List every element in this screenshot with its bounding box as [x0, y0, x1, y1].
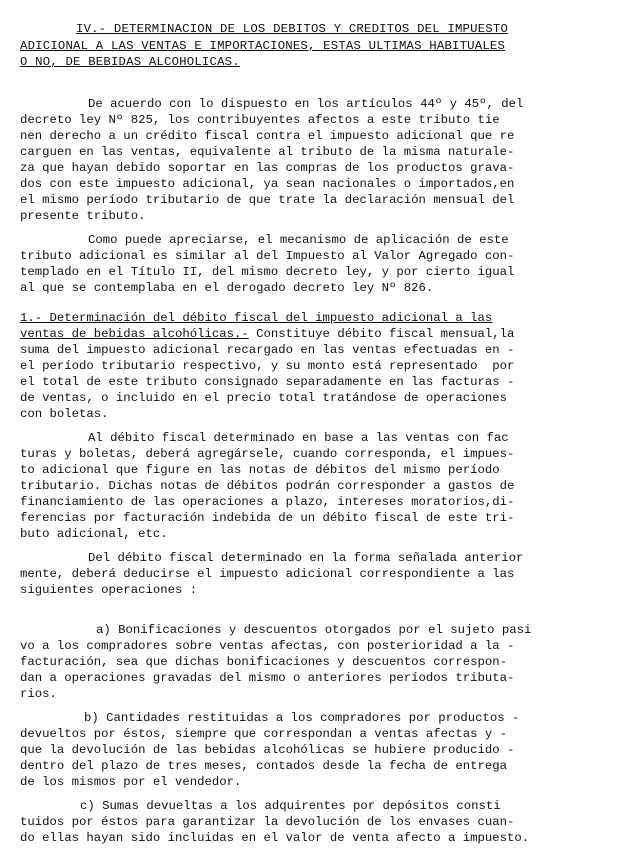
- text-line: c) Sumas devueltas a los adquirentes por depósitos consti: [80, 799, 501, 813]
- text-line: a) Bonificaciones y descuentos otorgados por el sujeto pasi: [96, 623, 532, 637]
- text-line: mente, deberá deducirse el impuesto adicional correspondiente a las: [20, 567, 515, 581]
- text-line: financiamiento de las operaciones a plazo, intereses moratorios,di-: [20, 495, 515, 509]
- text-line: b) Cantidades restituidas a los compradores por productos -: [84, 711, 520, 725]
- text-span: Constituye débito fiscal mensual,la: [248, 327, 515, 341]
- text-line: Del débito fiscal determinado en la forma señalada anterior: [88, 551, 524, 565]
- text-line: templado en el Título II, del mismo decreto ley, y por cierto igual: [20, 265, 515, 279]
- text-line: facturación, sea que dichas bonificaciones y descuentos correspon-: [20, 655, 508, 669]
- text-line: el período tributario respectivo, y su monto está representado por: [20, 359, 515, 373]
- text-line: al que se contemplaba en el derogado decreto ley Nº 826.: [20, 281, 434, 295]
- text-line: to adicional que figure en las notas de débitos del mismo período: [20, 463, 500, 477]
- text-line: devueltos por éstos, siempre que correspondan a ventas afectas y -: [20, 727, 508, 741]
- text-line: buto adicional, etc.: [20, 527, 168, 541]
- text-line: vo a los compradores sobre ventas afectas, con posterioridad a la -: [20, 639, 515, 653]
- text-line: Como puede apreciarse, el mecanismo de aplicación de este: [88, 233, 509, 247]
- text-line: rios.: [20, 687, 57, 701]
- title-line: IV.- DETERMINACION DE LOS DEBITOS Y CREDITOS DEL IMPUESTO: [76, 22, 509, 36]
- title-line: O NO, DE BEBIDAS ALCOHOLICAS.: [20, 55, 240, 69]
- text-line: el mismo período tributario de que trate la declaración mensual del: [20, 193, 515, 207]
- text-line: tuidos por éstos para garantizar la devolución de los envases cuan-: [20, 815, 515, 829]
- text-line: do ellas hayan sido incluidas en el valor de venta afecto a impuesto.: [20, 831, 530, 845]
- text-line: tributario. Dichas notas de débitos podrán corresponder a gastos de: [20, 479, 515, 493]
- text-line: De acuerdo con lo dispuesto en los artículos 44º y 45º, del: [88, 97, 524, 111]
- text-line: za que hayan debido soportar en las compras de los productos grava-: [20, 161, 515, 175]
- text-line: de ventas, o incluido en el precio total tratándose de operaciones: [20, 391, 508, 405]
- text-line: dos con este impuesto adicional, ya sean nacionales o importados,en: [20, 177, 515, 191]
- text-line: dan a operaciones gravadas del mismo o anteriores períodos tributa-: [20, 671, 515, 685]
- text-line: nen derecho a un crédito fiscal contra el impuesto adicional que re: [20, 129, 515, 143]
- text-line: con boletas.: [20, 407, 109, 421]
- text-line: turas y boletas, deberá agregársele, cuando corresponda, el impues-: [20, 447, 515, 461]
- text-line: de los mismos por el vendedor.: [20, 775, 242, 789]
- text-line: suma del impuesto adicional recargado en las ventas efectuadas en -: [20, 343, 515, 357]
- subsection-heading-end: ventas de bebidas alcohólicas.-: [20, 327, 249, 341]
- text-line: presente tributo.: [20, 209, 146, 223]
- text-line: decreto ley Nº 825, los contribuyentes afectos a este tributo tie: [20, 113, 500, 127]
- text-line: el total de este tributo consignado separadamente en las facturas -: [20, 375, 515, 389]
- subsection-heading: 1.- Determinación del débito fiscal del impuesto adicional a las: [20, 311, 493, 325]
- text-line: que la devolución de las bebidas alcohólicas se hubiere producido -: [20, 743, 515, 757]
- text-line: dentro del plazo de tres meses, contados desde la fecha de entrega: [20, 759, 508, 773]
- title-line: ADICIONAL A LAS VENTAS E IMPORTACIONES, ESTAS ULTIMAS HABITUALES: [20, 39, 506, 53]
- text-line: ferencias por facturación indebida de un débito fiscal de este tri-: [20, 511, 515, 525]
- text-line: Al débito fiscal determinado en base a las ventas con fac: [88, 431, 509, 445]
- text-line: tributo adicional es similar al del Impuesto al Valor Agregado con-: [20, 249, 515, 263]
- text-line: siguientes operaciones :: [20, 583, 198, 597]
- subsection-heading-line: [20, 326, 514, 342]
- text-line: carguen en las ventas, equivalente al tributo de la misma naturale-: [20, 145, 515, 159]
